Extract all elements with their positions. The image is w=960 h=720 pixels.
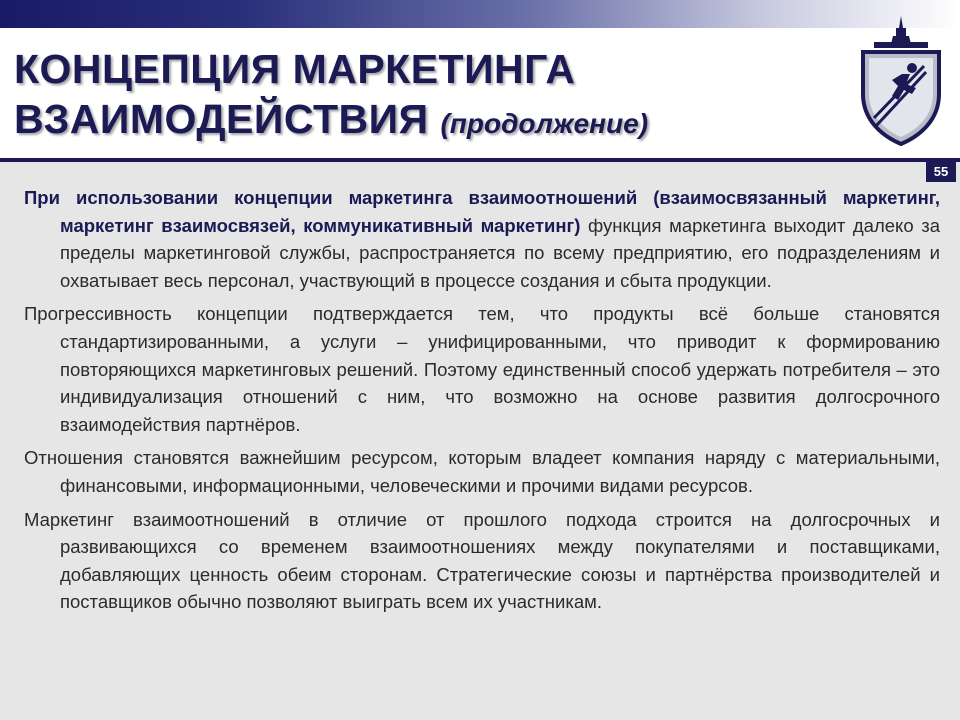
- paragraph-1-text: функция маркетинга выходит далеко за пределы маркетинговой службы, распространяется по всему предприятию, его подразделениям и охватывает весь персонал, участвующий в процессе создания и сбыта продукции.: [60, 214, 941, 291]
- title-line-2: ВЗАИМОДЕЙСТВИЯ: [14, 96, 429, 142]
- paragraph-1: [24, 184, 940, 294]
- university-crest-icon: [856, 14, 946, 146]
- title-subtitle: (продолжение): [440, 108, 649, 139]
- paragraph-2-text: Прогрессивность концепции подтверждается тем, что продукты всё больше становятся стандартизированными, а услуги – унифицированными, что приводит к формированию повторяющихся маркетинговых решений. Поэтому единственный способ удержать потребителя – это индивидуализация отношений с ним, что возможно на основе развития долгосрочного взаимодействия партнёров.: [24, 303, 940, 435]
- top-gradient-bar: [0, 0, 960, 28]
- paragraph-2: [24, 300, 940, 438]
- paragraph-1-bold: При использовании концепции маркетинга взаимоотношений (взаимосвязанный маркетинг, маркетинг взаимосвязей, коммуникативный маркетинг): [24, 187, 940, 236]
- slide-title: [14, 44, 648, 149]
- paragraph-3-text: Отношения становятся важнейшим ресурсом, которым владеет компания наряду с материальными, финансовыми, информационными, человеческими и прочими видами ресурсов.: [24, 447, 940, 496]
- paragraph-4-text: Маркетинг взаимоотношений в отличие от прошлого подхода строится на долгосрочных и развивающихся со временем взаимоотношениях между покупателями и поставщиками, добавляющих ценность обеим сторонам. Стратегические союзы и партнёрства производителей и поставщиков обычно позволяют выиграть всем их участникам.: [24, 508, 940, 613]
- slide-number-badge: 55: [926, 162, 956, 182]
- paragraph-4: [24, 506, 940, 616]
- paragraph-3: [24, 444, 940, 499]
- body-text: [24, 184, 940, 622]
- title-line-1: КОНЦЕПЦИЯ МАРКЕТИНГА: [14, 46, 576, 92]
